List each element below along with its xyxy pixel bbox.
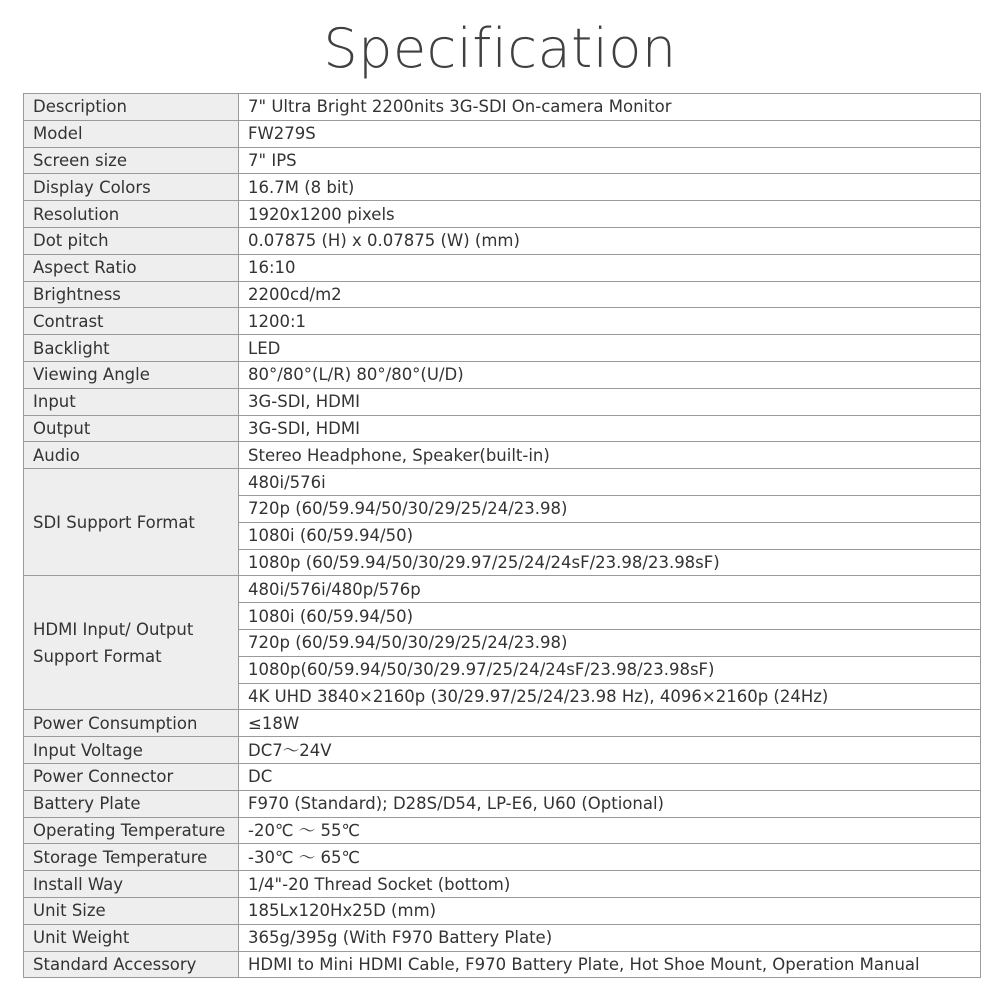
spec-label: Input Voltage	[24, 737, 239, 764]
table-row	[24, 737, 981, 764]
spec-value: 0.07875 (H) x 0.07875 (W) (mm)	[239, 227, 981, 254]
table-row	[24, 576, 981, 603]
spec-value: 4K UHD 3840×2160p (30/29.97/25/24/23.98 Hz), 4096×2160p (24Hz)	[239, 683, 981, 710]
spec-label: Description	[24, 94, 239, 121]
table-row	[24, 710, 981, 737]
spec-label: Viewing Angle	[24, 361, 239, 388]
table-row	[24, 388, 981, 415]
table-row	[24, 227, 981, 254]
table-row	[24, 254, 981, 281]
spec-value: 480i/576i	[239, 469, 981, 496]
spec-value: 1200:1	[239, 308, 981, 335]
spec-value: 1080p(60/59.94/50/30/29.97/25/24/24sF/23.98/23.98sF)	[239, 656, 981, 683]
table-row	[24, 335, 981, 362]
spec-value: 3G-SDI, HDMI	[239, 388, 981, 415]
spec-label: Input	[24, 388, 239, 415]
table-row	[24, 817, 981, 844]
spec-value: 80°/80°(L/R) 80°/80°(U/D)	[239, 361, 981, 388]
spec-value: F970 (Standard); D28S/D54, LP-E6, U60 (Optional)	[239, 790, 981, 817]
page-title: Specification	[323, 17, 677, 80]
spec-label: Operating Temperature	[24, 817, 239, 844]
spec-label: HDMI Input/ Output Support Format	[24, 576, 239, 710]
spec-value: 1920x1200 pixels	[239, 201, 981, 228]
table-row	[24, 442, 981, 469]
spec-label: Brightness	[24, 281, 239, 308]
table-row	[24, 897, 981, 924]
spec-value: 1080i (60/59.94/50)	[239, 522, 981, 549]
spec-value: 185Lx120Hx25D (mm)	[239, 897, 981, 924]
table-row	[24, 871, 981, 898]
table-row	[24, 790, 981, 817]
table-row	[24, 844, 981, 871]
spec-label: Aspect Ratio	[24, 254, 239, 281]
spec-label: Model	[24, 120, 239, 147]
table-row	[24, 174, 981, 201]
table-row	[24, 147, 981, 174]
spec-label: Install Way	[24, 871, 239, 898]
table-row	[24, 924, 981, 951]
table-row	[24, 361, 981, 388]
spec-value: DC	[239, 763, 981, 790]
spec-label: Dot pitch	[24, 227, 239, 254]
table-row	[24, 415, 981, 442]
spec-value: 7" IPS	[239, 147, 981, 174]
spec-label: Battery Plate	[24, 790, 239, 817]
spec-label: Contrast	[24, 308, 239, 335]
spec-label: Resolution	[24, 201, 239, 228]
table-row	[24, 94, 981, 121]
spec-value: Stereo Headphone, Speaker(built-in)	[239, 442, 981, 469]
spec-label: Unit Size	[24, 897, 239, 924]
spec-value: 7" Ultra Bright 2200nits 3G-SDI On-camera Monitor	[239, 94, 981, 121]
spec-label: Screen size	[24, 147, 239, 174]
spec-label: Power Consumption	[24, 710, 239, 737]
spec-table	[23, 93, 981, 978]
table-row	[24, 281, 981, 308]
spec-value: 1080i (60/59.94/50)	[239, 603, 981, 630]
spec-value: 2200cd/m2	[239, 281, 981, 308]
spec-label: Display Colors	[24, 174, 239, 201]
spec-value: LED	[239, 335, 981, 362]
spec-value: DC7～24V	[239, 737, 981, 764]
spec-value: 3G-SDI, HDMI	[239, 415, 981, 442]
table-row	[24, 308, 981, 335]
spec-value: -20℃ ～ 55℃	[239, 817, 981, 844]
spec-value: ≤18W	[239, 710, 981, 737]
table-row	[24, 763, 981, 790]
spec-label: Power Connector	[24, 763, 239, 790]
spec-value: FW279S	[239, 120, 981, 147]
spec-label: Output	[24, 415, 239, 442]
spec-label: Standard Accessory	[24, 951, 239, 978]
table-row	[24, 469, 981, 496]
spec-label: Unit Weight	[24, 924, 239, 951]
spec-label: SDI Support Format	[24, 469, 239, 576]
spec-value: 720p (60/59.94/50/30/29/25/24/23.98)	[239, 629, 981, 656]
table-row	[24, 201, 981, 228]
spec-value: 1080p (60/59.94/50/30/29.97/25/24/24sF/23.98/23.98sF)	[239, 549, 981, 576]
spec-label: Audio	[24, 442, 239, 469]
spec-value: 16.7M (8 bit)	[239, 174, 981, 201]
spec-label: Backlight	[24, 335, 239, 362]
spec-value: 480i/576i/480p/576p	[239, 576, 981, 603]
spec-value: 365g/395g (With F970 Battery Plate)	[239, 924, 981, 951]
spec-value: -30℃ ～ 65℃	[239, 844, 981, 871]
spec-value: 1/4"-20 Thread Socket (bottom)	[239, 871, 981, 898]
spec-value: HDMI to Mini HDMI Cable, F970 Battery Plate, Hot Shoe Mount, Operation Manual	[239, 951, 981, 978]
spec-value: 720p (60/59.94/50/30/29/25/24/23.98)	[239, 495, 981, 522]
table-row	[24, 951, 981, 978]
spec-label: Storage Temperature	[24, 844, 239, 871]
table-row	[24, 120, 981, 147]
spec-value: 16:10	[239, 254, 981, 281]
